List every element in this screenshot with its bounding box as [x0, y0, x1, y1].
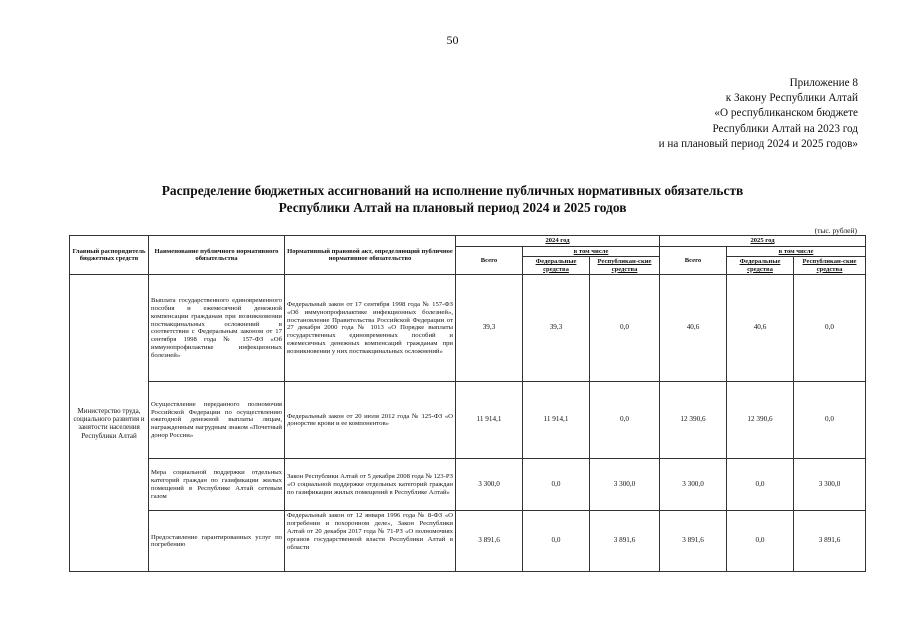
header-republican-2024: Республикан-ские средства	[590, 257, 660, 275]
act-cell-text: Федеральный закон от 12 января 1996 года № 8-ФЗ «О погребении и похоронном деле», Закон Республики Алтай от 20 декабря 2017 года № 71-РЗ «О полномочиях органов государственной власти Республики Алтай в области	[287, 512, 453, 551]
appendix-header	[659, 76, 858, 152]
appendix-line: к Закону Республики Алтай	[725, 92, 858, 105]
federal-2024-cell: 39,3	[523, 275, 590, 382]
header-act: Нормативный правовой акт, определяющий публичное нормативное обязательство	[285, 236, 456, 275]
total-2025-cell: 12 390,6	[660, 382, 727, 459]
federal-2025-cell: 0,0	[727, 459, 794, 511]
ministry-cell: Министерство труда, социального развития и занятости населения Республики Алтай	[70, 275, 149, 572]
total-2024-cell: 39,3	[456, 275, 523, 382]
obligation-cell: Мера социальной поддержки отдельных категорий граждан по газификации жилых помещений в Республике Алтай сетевым газом	[149, 459, 285, 511]
republican-2025-cell: 3 300,0	[794, 459, 866, 511]
table-row	[70, 511, 866, 572]
header-federal-2024: Федеральные средства	[523, 257, 590, 275]
header-total-2024: Всего	[456, 246, 523, 275]
table-row	[70, 275, 866, 382]
total-2024-cell: 3 300,0	[456, 459, 523, 511]
total-2025-cell: 3 300,0	[660, 459, 727, 511]
title-line: Республики Алтай на плановый период 2024 и 2025 годов	[278, 200, 627, 215]
table-row	[70, 459, 866, 511]
header-year-2025: 2025 год	[660, 236, 866, 247]
federal-2024-cell: 11 914,1	[523, 382, 590, 459]
act-cell	[285, 511, 456, 572]
table-row	[70, 382, 866, 459]
obligation-cell: Осуществление переданного полномочия Российской Федерации по осуществлению ежегодной денежной выплаты лицам, награжденным нагрудным знаком «Почетный донор России»	[149, 382, 285, 459]
page-number: 50	[446, 33, 459, 47]
act-cell: Закон Республики Алтай от 5 декабря 2008 года № 123-РЗ «О социальной поддержке отдельных категорий граждан по газификации жилых помещений в Республике Алтай»	[285, 459, 456, 511]
federal-2025-cell: 0,0	[727, 511, 794, 572]
header-incl-2025: в том числе	[727, 246, 866, 257]
republican-2024-cell: 0,0	[590, 275, 660, 382]
federal-2024-cell: 0,0	[523, 459, 590, 511]
header-manager: Главный распорядитель бюджетных средств	[70, 236, 149, 275]
header-obligation: Наименование публичного нормативного обязательства	[149, 236, 285, 275]
total-2025-cell: 40,6	[660, 275, 727, 382]
header-incl-2024: в том числе	[523, 246, 660, 257]
title-line: Распределение бюджетных ассигнований на исполнение публичных нормативных обязательств	[161, 183, 744, 198]
federal-2024-cell: 0,0	[523, 511, 590, 572]
obligation-cell: Предоставление гарантированных услуг по погребению	[149, 511, 285, 572]
republican-2024-cell: 0,0	[590, 382, 660, 459]
republican-2025-cell: 0,0	[794, 382, 866, 459]
total-2024-cell: 3 891,6	[456, 511, 523, 572]
total-2025-cell: 3 891,6	[660, 511, 727, 572]
republican-2025-cell: 3 891,6	[794, 511, 866, 572]
republican-2025-cell: 0,0	[794, 275, 866, 382]
act-cell: Федеральный закон от 20 июля 2012 года № 125-ФЗ «О донорстве крови и ее компонентов»	[285, 382, 456, 459]
republican-2024-cell: 3 300,0	[590, 459, 660, 511]
units-note: (тыс. рублей)	[814, 226, 857, 235]
budget-table	[69, 235, 866, 572]
appendix-line: «О республиканском бюджете	[714, 107, 858, 120]
total-2024-cell: 11 914,1	[456, 382, 523, 459]
header-federal-2025: Федеральные средства	[727, 257, 794, 275]
federal-2025-cell: 40,6	[727, 275, 794, 382]
header-year-2024: 2024 год	[456, 236, 660, 247]
appendix-line: и на плановый период 2024 и 2025 годов»	[658, 137, 858, 150]
document-title	[0, 182, 905, 216]
appendix-line: Республики Алтай на 2023 год	[712, 122, 858, 135]
appendix-line: Приложение 8	[789, 77, 858, 89]
obligation-cell: Выплата государственного единовременного пособия и ежемесячной денежной компенсации гражданам при возникновении поствакцинальных осложнений в соответствии с Федеральным законом от 17 сентября 1998 года № 157-ФЗ «Об иммунопрофилактике инфекционных болезней»	[149, 275, 285, 382]
republican-2024-cell: 3 891,6	[590, 511, 660, 572]
act-cell: Федеральный закон от 17 сентября 1998 года № 157-ФЗ «Об иммунопрофилактике инфекционных болезней», постановление Правительства Российской Федерации от 27 декабря 2000 года № 1013 «О Порядке выплаты государственных единовременных пособий и ежемесячных денежных компенсаций гражданам при возникновении у них поствакцинальных осложнений»	[285, 275, 456, 382]
header-republican-2025: Республикан-ские средства	[794, 257, 866, 275]
federal-2025-cell: 12 390,6	[727, 382, 794, 459]
header-total-2025: Всего	[660, 246, 727, 275]
